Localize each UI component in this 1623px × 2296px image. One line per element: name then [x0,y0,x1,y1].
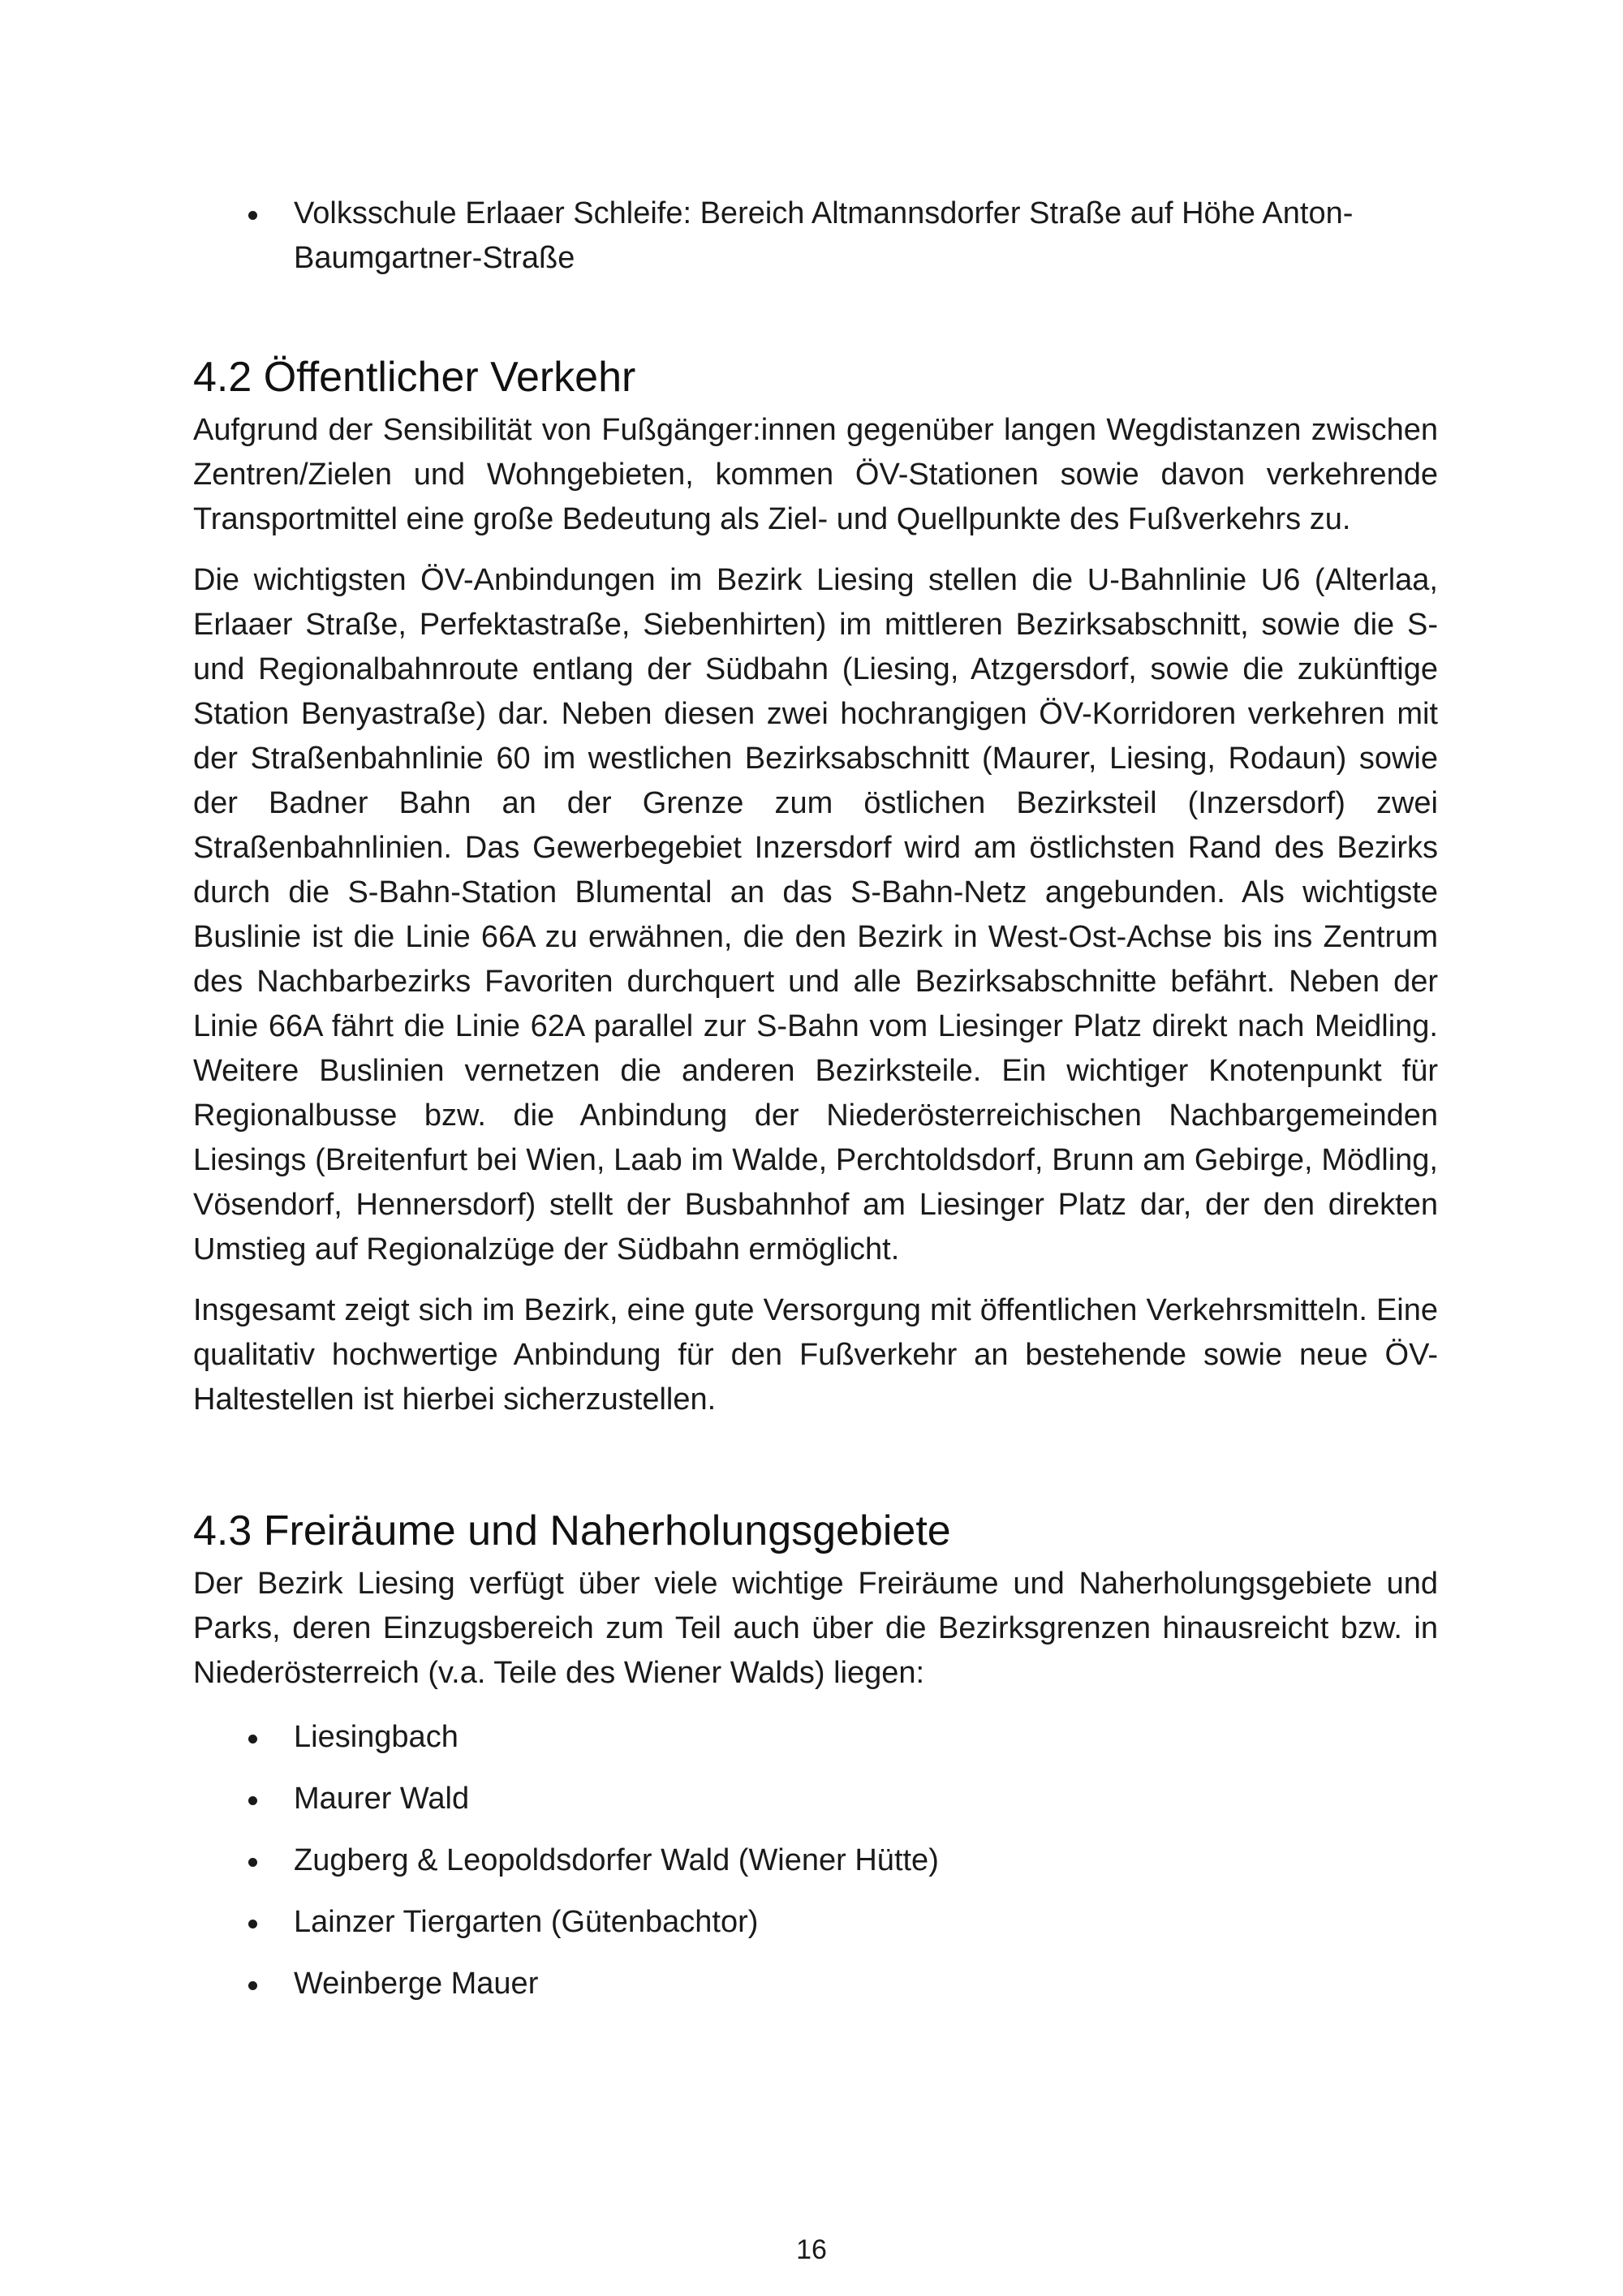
list-item: Lainzer Tiergarten (Gütenbachtor) [193,1900,1438,1945]
paragraph: Aufgrund der Sensibilität von Fußgänger:innen gegenüber langen Wegdistanzen zwischen Zentren/Zielen und Wohngebieten, kommen ÖV-Stationen sowie davon verkehrende Transportmittel eine große Bedeutung als Ziel- und Quellpunkte des Fußverkehrs zu. [193,413,1438,536]
list-item: Weinberge Mauer [193,1962,1438,2006]
paragraph: Die wichtigsten ÖV-Anbindungen im Bezirk Liesing stellen die U-Bahnlinie U6 (Alterlaa, Erlaaer Straße, Perfektastraße, Siebenhirten) im mittleren Bezirksabschnitt, sowie die S- und Regionalbahnroute entlang der Südbahn (Liesing, Atzgersdorf, sowie die zukünftige Station Benyastraße) dar. Neben diesen zwei hochrangigen ÖV-Korridoren verkehren mit der Straßenbahnlinie 60 im westlichen Bezirksabschnitt (Maurer, Liesing, Rodaun) sowie der Badner Bahn an der Grenze zum östlichen Bezirksteil (Inzersdorf) zwei Straßenbahnlinien. Das Gewerbegebiet Inzersdorf wird am östlichsten Rand des Bezirks durch die S-Bahn-Station Blumental an das S-Bahn-Netz angebunden. Als wichtigste Buslinie ist die Linie 66A zu erwähnen, die den Bezirk in West-Ost-Achse bis ins Zentrum des Nachbarbezirks Favoriten durchquert und alle Bezirksabschnitte befährt. Neben der Linie 66A fährt die Linie 62A parallel zur S-Bahn vom Liesinger Platz direkt nach Meidling. Weitere Buslinien vernetzen die anderen Bezirksteile. Ein wichtiger Knotenpunkt für Regionalbusse bzw. die Anbindung der Niederösterreichischen Nachbargemeinden Liesings (Breitenfurt bei Wien, Laab im Walde, Perchtoldsdorf, Brunn am Gebirge, Mödling, Vösendorf, Hennersdorf) stellt der Busbahnhof am Liesinger Platz dar, der den direkten Umstieg auf Regionalzüge der Südbahn ermöglicht. [193,563,1438,1266]
list-item: Liesingbach [193,1715,1438,1760]
list-item: Maurer Wald [193,1777,1438,1821]
page-content [193,191,1438,2023]
green-space-list [193,1715,1438,2006]
section-heading-4-2: 4.2 Öffentlicher Verkehr [193,354,636,401]
list-item: Zugberg & Leopoldsdorfer Wald (Wiener Hütte) [193,1838,1438,1883]
section-heading-4-3: 4.3 Freiräume und Naherholungsgebiete [193,1507,951,1554]
page-number: 16 [796,2234,827,2265]
paragraph: Der Bezirk Liesing verfügt über viele wichtige Freiräume und Naherholungsgebiete und Parks, deren Einzugsbereich zum Teil auch über die Bezirksgrenzen hinausreicht bzw. in Niederösterreich (v.a. Teile des Wiener Walds) liegen: [193,1567,1438,1690]
list-item: Volksschule Erlaaer Schleife: Bereich Altmannsdorfer Straße auf Höhe Anton-Baumgartner-Straße [193,191,1438,281]
school-bullet-list [193,191,1438,281]
paragraph: Insgesamt zeigt sich im Bezirk, eine gute Versorgung mit öffentlichen Verkehrsmitteln. Eine qualitativ hochwertige Anbindung für den Fußverkehr an bestehende sowie neue ÖV-Haltestellen ist hierbei sicherzustellen. [193,1293,1438,1417]
